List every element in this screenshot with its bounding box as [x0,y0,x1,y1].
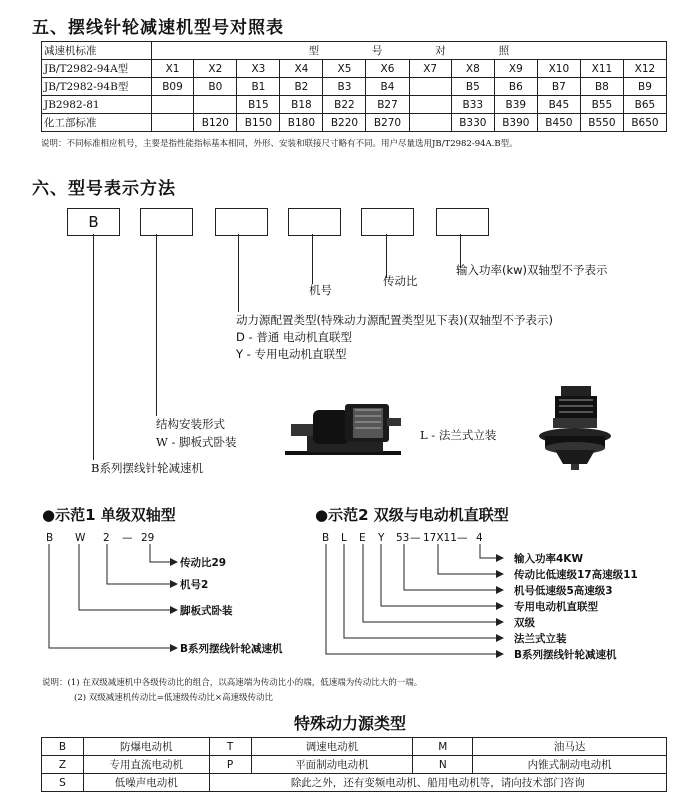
table-cell: B2 [280,78,323,96]
code-box-drive [215,208,268,236]
connector [238,234,239,312]
cell: P [209,756,251,774]
table-cell [151,114,194,132]
section5-title: 五、摆线针轮减速机型号对照表 [32,18,284,38]
example1-title: ●示范1 单级双轴型 [42,506,176,524]
connector [312,234,313,284]
cell: 低噪声电动机 [83,774,209,792]
label-struct: 结构安装形式 [156,417,225,431]
table-cell: X12 [623,60,666,78]
ex1-label-series: B系列摆线针轮减速机 [180,643,283,655]
table-cell: B3 [323,78,366,96]
label-ratio: 传动比 [383,274,418,288]
label-drive-y: Y - 专用电动机直联型 [236,347,347,361]
cell: T [209,738,251,756]
table-cell [409,96,451,114]
ex1-label-model: 机号2 [180,579,209,591]
table-cell: X8 [451,60,494,78]
table-cell: X3 [237,60,280,78]
table-cell: B650 [623,114,666,132]
table-cell: B09 [151,78,194,96]
table-row [42,756,667,774]
table-cell: B220 [323,114,366,132]
cell: M [413,738,473,756]
table-cell: B18 [280,96,323,114]
section6-title: 六、型号表示方法 [32,179,176,199]
example1-connectors [40,544,190,656]
ex2-code-ratio: 17X11 [423,532,457,544]
table-row [42,60,667,78]
cell: B [42,738,84,756]
ex2-label-stage: 双级 [514,617,535,629]
header-label: 减速机标准 [42,42,152,60]
table-cell: X1 [151,60,194,78]
connector [156,234,157,416]
table-header-row [42,42,667,60]
cell: N [413,756,473,774]
table-cell: B550 [580,114,623,132]
table-cell [409,114,451,132]
table-cell: B330 [451,114,494,132]
cell: 平面制动电动机 [251,756,413,774]
example2-title: ●示范2 双级与电动机直联型 [315,506,509,524]
table-cell [151,96,194,114]
row-label: 化工部标准 [42,114,152,132]
label-series: B系列摆线针轮减速机 [91,461,203,475]
cell: 专用直流电动机 [83,756,209,774]
label-model: 机号 [309,283,332,297]
ex1-label-ratio: 传动比29 [180,557,227,569]
row-label: JB/T2982-94A型 [42,60,152,78]
table-cell: X6 [366,60,409,78]
table-row [42,774,667,792]
table-cell: B390 [494,114,537,132]
example2-connectors [320,544,520,660]
ex2-code-b: B [322,532,330,544]
ex2-code-4: 4 [476,532,483,544]
table-cell: X7 [409,60,451,78]
table-cell: B27 [366,96,409,114]
ex2-code-53: 53 [396,532,410,544]
table-cell: B55 [580,96,623,114]
code-box-ratio [361,208,414,236]
table-cell: B0 [194,78,237,96]
label-drive: 动力源配置类型(特殊动力源配置类型见下表)(双轴型不予表示) [236,313,553,327]
ex2-label-model: 机号低速级5高速级3 [514,585,613,597]
code-box-series: B [67,208,120,236]
special-power-table [41,737,667,792]
connector [386,234,387,278]
code-box-power [436,208,489,236]
note-2: (2) 双级减速机传动比=低速级传动比×高速级传动比 [74,693,273,703]
table-cell: B450 [537,114,580,132]
ex1-code-w: W [75,532,86,544]
cell: 调速电动机 [251,738,413,756]
ex2-sep1: — [410,532,421,544]
ex2-label-series: B系列摆线针轮减速机 [514,649,617,661]
model-comparison-table [41,41,667,132]
label-drive-d: D - 普通 电动机直联型 [236,330,352,344]
table-cell: B1 [237,78,280,96]
cell: Z [42,756,84,774]
cell: 除此之外，还有变频电动机、船用电动机等，请向技术部门咨询 [209,774,666,792]
table-cell: B180 [280,114,323,132]
connector [93,234,94,460]
ex2-code-e: E [359,532,366,544]
header-cols: 型 号 对 照 [151,42,666,60]
row-label: JB2982-81 [42,96,152,114]
cell: S [42,774,84,792]
table-row [42,78,667,96]
code-box-model [288,208,341,236]
ex1-code-29: 29 [141,532,155,544]
table-cell: B65 [623,96,666,114]
row-label: JB/T2982-94B型 [42,78,152,96]
label-power: 输入功率(kw)双轴型不予表示 [456,263,608,277]
ex2-label-mount: 法兰式立装 [514,633,567,645]
label-struct-w: W - 脚板式卧装 [156,435,237,449]
table-cell: B33 [451,96,494,114]
table-cell: B5 [451,78,494,96]
table-cell: B4 [366,78,409,96]
table-cell: B22 [323,96,366,114]
table-cell: X10 [537,60,580,78]
horizontal-reducer-illustration [283,396,403,458]
ex1-code-b: B [46,532,54,544]
table-cell: B120 [194,114,237,132]
ex2-label-motor: 专用电动机直联型 [514,601,598,613]
table-cell [194,96,237,114]
table-cell: B15 [237,96,280,114]
table-row [42,114,667,132]
section5-note: 说明：不同标准相应机号，主要是指性能指标基本相同，外形、安装和联接尺寸略有不同。用户尽量选用JB/T2982-94A.B型。 [41,139,518,149]
table-row [42,96,667,114]
table-cell: B6 [494,78,537,96]
table-cell: B9 [623,78,666,96]
ex2-code-y: Y [378,532,385,544]
ex1-sep: — [122,532,133,544]
table-cell: X5 [323,60,366,78]
table-cell: B270 [366,114,409,132]
table-cell: X2 [194,60,237,78]
table-row [42,738,667,756]
ex1-code-2: 2 [103,532,110,544]
cell: 内锥式制动电动机 [473,756,667,774]
table-cell: B39 [494,96,537,114]
special-title: 特殊动力源类型 [293,714,406,733]
ex2-label-ratio: 传动比低速级17高速级11 [514,569,638,581]
cell: 防爆电动机 [83,738,209,756]
ex1-label-mount: 脚板式卧装 [180,605,233,617]
table-cell: X9 [494,60,537,78]
ex2-code-l: L [341,532,347,544]
note-1: 说明：(1) 在双级减速机中各级传动比的组合，以高速端为传动比小的端，低速端为传动比大的一端。 [42,678,423,688]
table-cell: B7 [537,78,580,96]
table-cell [409,78,451,96]
label-struct-l: L - 法兰式立装 [420,428,497,442]
ex2-sep2: — [457,532,468,544]
ex2-label-power: 输入功率4KW [514,553,584,565]
code-box-struct [140,208,193,236]
table-cell: B150 [237,114,280,132]
table-cell: X11 [580,60,623,78]
table-cell: B8 [580,78,623,96]
table-cell: B45 [537,96,580,114]
table-cell: X4 [280,60,323,78]
cell: 油马达 [473,738,667,756]
vertical-reducer-illustration [531,384,611,470]
